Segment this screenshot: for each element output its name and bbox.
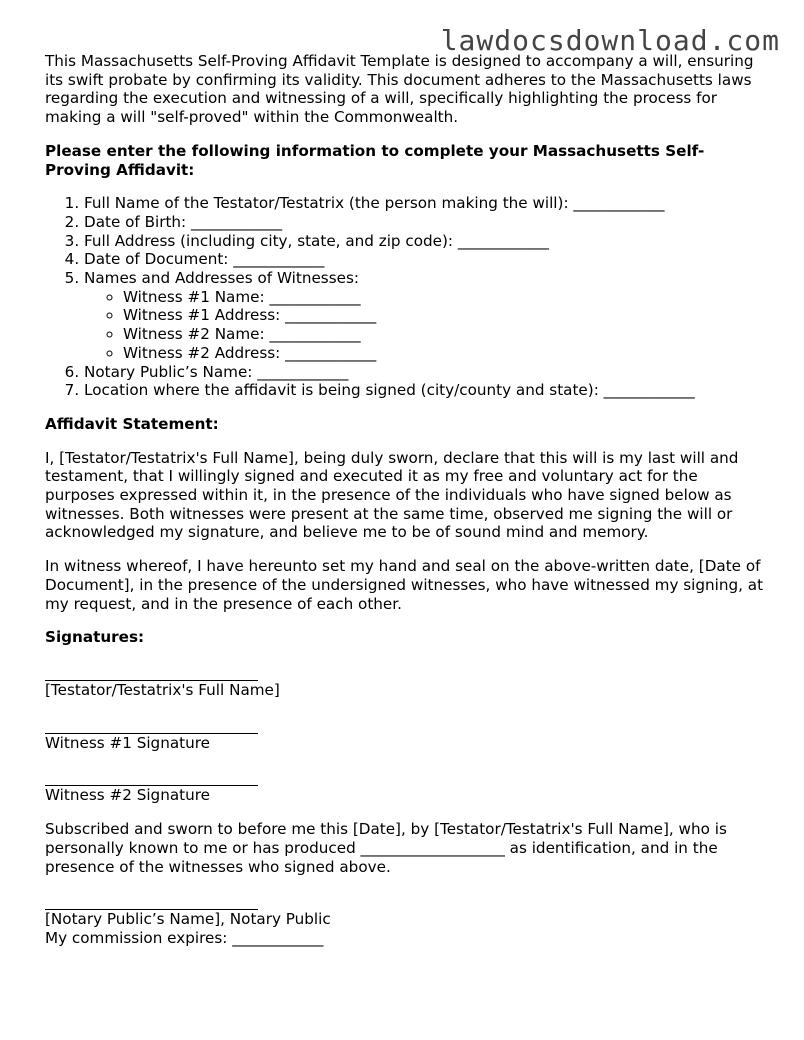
field-testator-name: 1. Full Name of the Testator/Testatrix (the person making the will): ____________: [84, 194, 765, 213]
field-witness2-name: ◦ Witness #2 Name: ____________: [123, 325, 765, 344]
affidavit-title: Affidavit Statement:: [45, 414, 219, 433]
witness2-signature-block: [45, 767, 765, 805]
signatures-title: Signatures:: [45, 628, 145, 647]
witness1-signature-line: [45, 715, 258, 734]
field-notary-name: 6. Notary Public’s Name: ____________: [84, 363, 765, 382]
commission-expires: My commission expires: ____________: [45, 928, 324, 947]
field-signing-location: 7. Location where the affidavit is being signed (city/county and state): ____________: [84, 381, 765, 400]
field-witnesses: [84, 269, 765, 363]
witness1-signature-block: [45, 715, 765, 753]
notary-signature-line: [45, 891, 258, 910]
field-witness1-address: ◦ Witness #1 Address: ____________: [123, 306, 765, 325]
field-date-of-document: 4. Date of Document: ____________: [84, 250, 765, 269]
field-full-address: 3. Full Address (including city, state, and zip code): ____________: [84, 232, 765, 251]
notary-signature-block: [45, 891, 765, 947]
witness-sublist: [84, 288, 765, 363]
subscribed-paragraph: Subscribed and sworn to before me this [Date], by [Testator/Testatrix's Full Name], who is personally known to me or has produced ___________________ as identification, and in the presence of the witnesses who signed above.: [45, 820, 727, 876]
fields-list: [45, 194, 765, 400]
testator-signature-line: [45, 662, 258, 681]
document-body: [45, 52, 765, 963]
affidavit-paragraph-2: In witness whereof, I have hereunto set my hand and seal on the above-written date, [Date of Document], in the presence of the undersigned witnesses, who have witnessed my signing, at my request, and in the presence of each other.: [45, 557, 764, 613]
field-date-of-birth: 2. Date of Birth: ____________: [84, 213, 765, 232]
field-witnesses-label: Names and Addresses of Witnesses:: [84, 269, 360, 288]
testator-signature-block: [45, 662, 765, 700]
witness2-signature-line: [45, 767, 258, 786]
notary-signature-label: [Notary Public’s Name], Notary Public: [45, 910, 331, 929]
affidavit-paragraph-1: I, [Testator/Testatrix's Full Name], being duly sworn, declare that this will is my last will and testament, that I willingly signed and executed it as my free and voluntary act for the purposes expressed within it, in the presence of the individuals who have signed below as witnesses. Both witnesses were present at the same time, observed me signing the will or acknowledged my signature, and believe me to be of sound mind and memory.: [45, 448, 739, 542]
watermark: lawdocsdownload.com: [440, 24, 780, 57]
witness2-signature-label: Witness #2 Signature: [45, 786, 210, 805]
testator-signature-label: [Testator/Testatrix's Full Name]: [45, 680, 280, 699]
field-witness1-name: ◦ Witness #1 Name: ____________: [123, 288, 765, 307]
instructions-heading: Please enter the following information to complete your Massachusetts Self-Proving Affidavit:: [45, 141, 705, 179]
intro-paragraph: This Massachusetts Self-Proving Affidavit Template is designed to accompany a will, ensuring its swift probate by confirming its validity. This document adheres to the Massachusetts laws regarding the execution and witnessing of a will, specifically highlighting the process for making a will "self-proved" within the Commonwealth.: [45, 52, 754, 127]
field-witness2-address: ◦ Witness #2 Address: ____________: [123, 344, 765, 363]
witness1-signature-label: Witness #1 Signature: [45, 733, 210, 752]
